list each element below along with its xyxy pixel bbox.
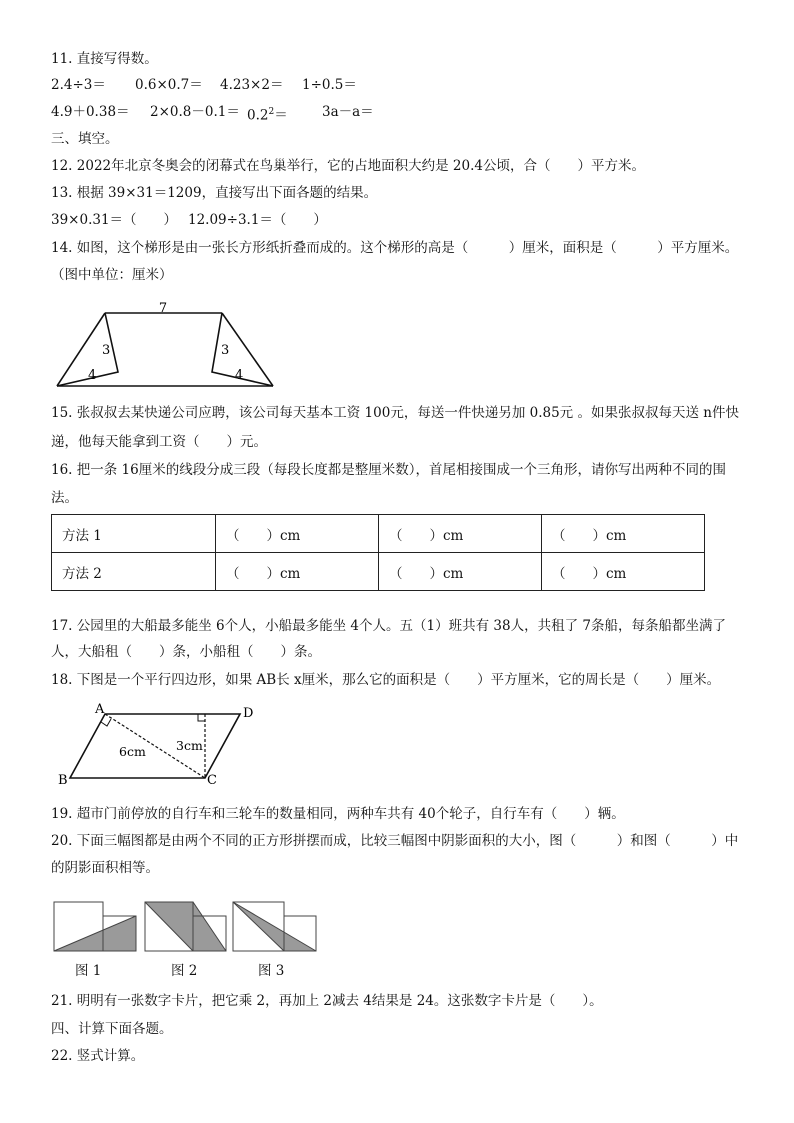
right-angle-mark-top — [198, 714, 205, 721]
left-height-label: 3 — [102, 343, 111, 358]
parallelogram-figure — [55, 700, 270, 790]
method-2-blank-2[interactable]: （ ）cm — [379, 553, 542, 591]
q15-line-2: 递，他每天能拿到工资（ ）元。 — [51, 434, 267, 450]
q12: 12. 2022年北京冬奥会的闭幕式在鸟巢举行，它的占地面积大约是 20.4公顷，合（ ）平方米。 — [51, 158, 645, 174]
q16-method-table — [51, 514, 705, 591]
table-row — [52, 553, 705, 591]
diagonal-label: 6cm — [119, 744, 146, 759]
q16-line-2: 法。 — [51, 490, 78, 506]
q20-figures — [50, 897, 330, 953]
q19: 19. 超市门前停放的自行车和三轮车的数量相同，两种车共有 40个轮子，自行车有（ ）辆。 — [51, 806, 625, 822]
figure-1 — [54, 902, 136, 951]
q18-line-1: 18. 下图是一个平行四边形，如果 AB长 x厘米，那么它的面积是（ ）平方厘米，它的周长是（ ）厘米。 — [51, 672, 721, 688]
q20-line-2: 的阴影面积相等。 — [51, 860, 159, 876]
figure-3 — [233, 902, 316, 951]
table-row — [52, 515, 705, 553]
q13-b: 12.09÷3.1＝（ ） — [188, 212, 327, 228]
trapezoid-right-edge — [222, 313, 273, 386]
q16-line-1: 16. 把一条 16厘米的线段分成三段（每段长度都是整厘米数），首尾相接围成一个三角形，请你写出两种不同的围 — [51, 462, 726, 478]
figure-2-caption: 图 2 — [171, 963, 198, 979]
q11-item-2: 0.6×0.7＝ — [135, 77, 203, 93]
q11-item-3: 4.23×2＝ — [220, 77, 284, 93]
method-1-blank-3[interactable]: （ ）cm — [542, 515, 705, 553]
right-height-label: 3 — [221, 343, 230, 358]
figure-2 — [145, 902, 226, 951]
q11-item-8: 3a－a＝ — [322, 104, 374, 120]
figure-3-caption: 图 3 — [258, 963, 285, 979]
q15-line-1: 15. 张叔叔去某快递公司应聘，该公司每天基本工资 100元，每送一件快递另加 0.85元 。如果张叔叔每天送 n件快 — [51, 405, 739, 421]
section-4-heading: 四、计算下面各题。 — [51, 1021, 173, 1037]
method-1-blank-2[interactable]: （ ）cm — [379, 515, 542, 553]
section-3-heading: 三、填空。 — [51, 131, 119, 147]
q22: 22. 竖式计算。 — [51, 1048, 145, 1064]
vertex-c: C — [207, 773, 217, 788]
q14-line-1: 14. 如图，这个梯形是由一张长方形纸折叠而成的。这个梯形的高是（ ）厘米，面积是（ ）平方厘米。 — [51, 240, 739, 256]
vertex-b: B — [58, 773, 68, 788]
q17-line-1: 17. 公园里的大船最多能坐 6个人，小船最多能坐 4个人。五（1）班共有 38人，共租了 7条船，每条船都坐满了 — [51, 618, 726, 634]
q20-line-1: 20. 下面三幅图都是由两个不同的正方形拼摆而成，比较三幅图中阴影面积的大小，图（ ）和图（ ）中 — [51, 833, 739, 849]
height-label: 3cm — [176, 738, 203, 753]
q11-item-7: $0.2^2=$ — [247, 107, 288, 124]
q11-title: 11. 直接写得数。 — [51, 51, 158, 67]
parallelogram-outline — [70, 714, 240, 778]
trapezoid-figure — [50, 296, 280, 392]
q14-line-2: （图中单位：厘米） — [51, 267, 173, 283]
method-2-blank-3[interactable]: （ ）cm — [542, 553, 705, 591]
q11-item-5: 4.9＋0.38＝ — [51, 104, 130, 120]
q13-a: 39×0.31＝（ ） — [51, 212, 178, 228]
vertex-a: A — [95, 702, 105, 717]
q11-item-4: 1÷0.5＝ — [302, 77, 357, 93]
trapezoid-left-edge — [57, 313, 105, 386]
q11-item-1: 2.4÷3＝ — [51, 77, 106, 93]
method-1-blank-1[interactable]: （ ）cm — [216, 515, 379, 553]
q17-line-2: 人，大船租（ ）条，小船租（ ）条。 — [51, 644, 321, 660]
method-2-blank-1[interactable]: （ ）cm — [216, 553, 379, 591]
method-2-label: 方法 2 — [52, 553, 216, 591]
method-1-label: 方法 1 — [52, 515, 216, 553]
q13-line-1: 13. 根据 39×31＝1209，直接写出下面各题的结果。 — [51, 185, 378, 201]
vertex-d: D — [243, 706, 254, 721]
q21: 21. 明明有一张数字卡片，把它乘 2，再加上 2减去 4结果是 24。这张数字卡片是（ ）。 — [51, 993, 603, 1009]
trapezoid-top-label: 7 — [158, 301, 168, 316]
q11-item-6: 2×0.8－0.1＝ — [150, 104, 240, 120]
right-base-label: 4 — [235, 368, 244, 383]
figure-1-caption: 图 1 — [75, 963, 102, 979]
left-base-label: 4 — [88, 368, 97, 383]
